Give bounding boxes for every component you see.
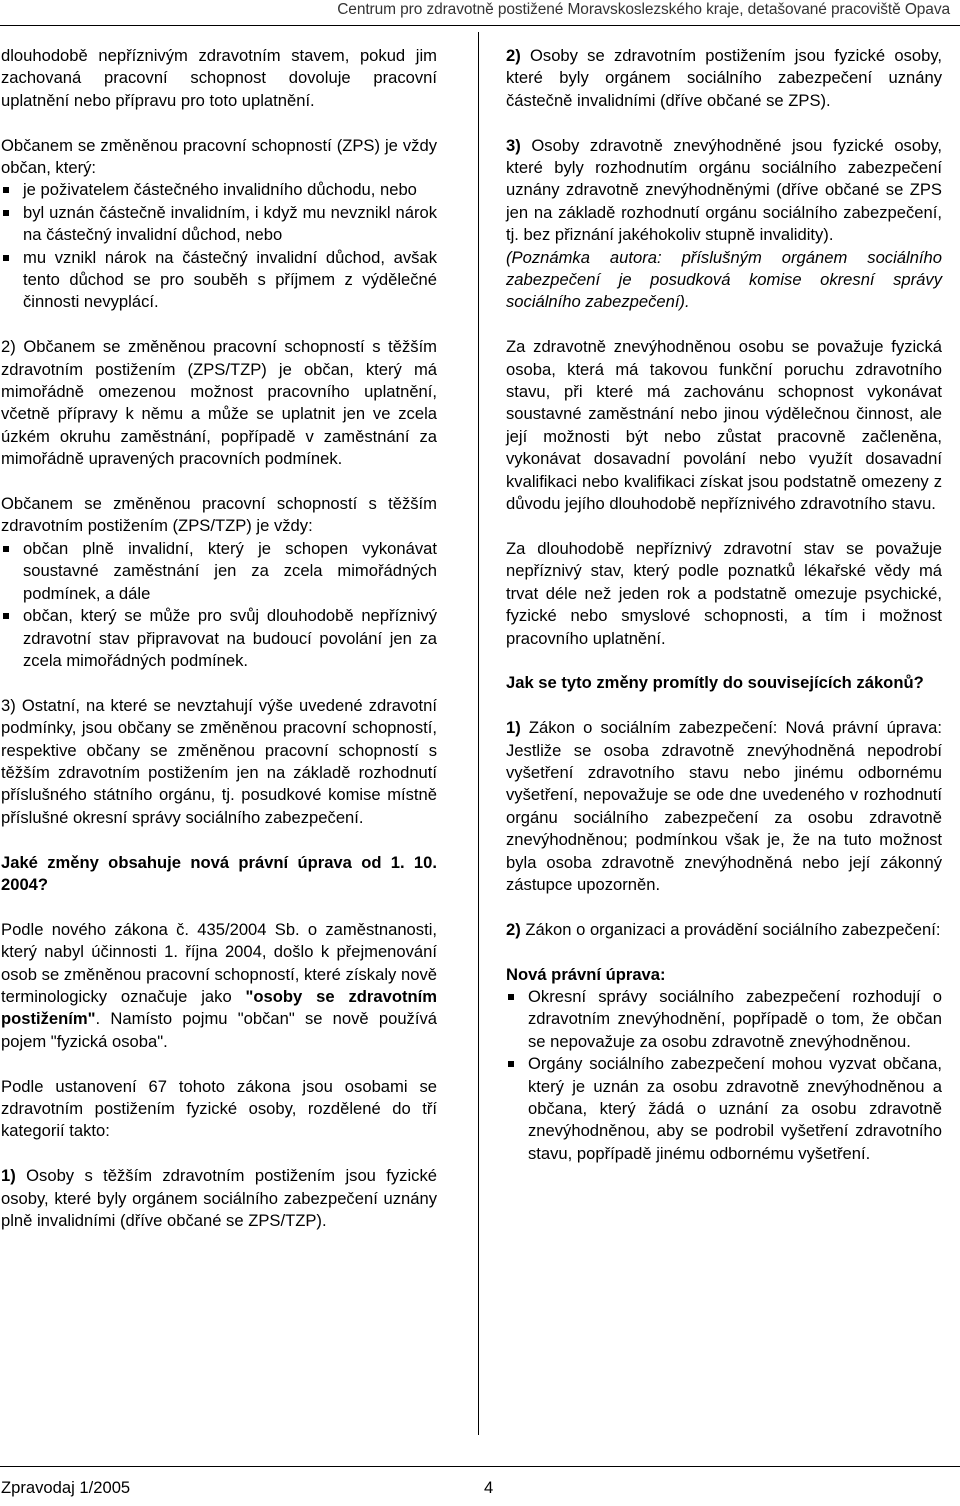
left-column <box>1 45 437 1255</box>
list-item: Orgány sociálního zabezpečení mohou vyzvat občana, který je uznán za osobu zdravotně znevýhodněnou a občana, který žádá o uznání za osobu zdravotně znevýhodněnou, aby se podrobil vyšetření zdravotního stavu, popřípadě jinému odbornému vyšetření. <box>506 1053 942 1165</box>
text-run: Podle nového zákona č. 435/2004 Sb. o zaměstnanosti, který nabyl účinnosti 1. října 2004, došlo k přejmenování osob se změněnou pracovní schopností, které získaly nově terminologicky označuje jako <box>1 919 437 1006</box>
footer-rule <box>0 1466 960 1467</box>
list-item: občan, který se může pro svůj dlouhodobě nepříznivý zdravotní stav připravovat na budoucí povolání jen za zcela mimořádných podmínek. <box>1 605 437 672</box>
footer-issue: Zpravodaj 1/2005 <box>1 1478 131 1497</box>
category-2 <box>506 45 942 112</box>
text-run: Zákon o sociálním zabezpečení: Nová právní úprava: Jestliže se osoba zdravotně znevýhodněná nepodrobí vyšetření zdravotního stavu nebo jinému odbornému vyšetření, nepovažuje se ode dne uvedeného v rozhodnutí orgánu sociálního zabezpečení za osobu zdravotně znevýhodněnou; podmínkou však je, že na tuto možnost byla osoba zdravotně znevýhodněná nebo její zákonný zástupce upozorněn. <box>506 718 942 894</box>
new-law-paragraph <box>1 919 437 1053</box>
paragraph-continuation: dlouhodobě nepříznivým zdravotním stavem, pokud jim zachovaná pracovní schopnost dovoluje pracovní uplatnění nebo přípravu pro toto uplatnění. <box>1 46 437 110</box>
list-item: je poživatelem částečného invalidního důchodu, nebo <box>1 179 437 201</box>
sub-heading: Nová právní úprava: <box>506 964 666 984</box>
bold-term: "osoby se zdravotním postižením" <box>1 986 437 1029</box>
header-rule <box>0 25 960 26</box>
category-number: 1) <box>1 1166 16 1186</box>
text-run: Osoby se zdravotním postižením jsou fyzické osoby, které byly orgánem sociálního zabezpečení uznány částečně invalidními (dříve občané se ZPS). <box>506 46 942 110</box>
long-term-definition: Za dlouhodobě nepříznivý zdravotní stav se považuje nepříznivý stav, který podle poznatků lékařské vědy má trvat déle než jeden rok a podstatně omezuje psychické, fyzické nebo smyslové schopnosti, a tím i možnost pracovního uplatnění. <box>506 538 942 648</box>
category-number: 2) <box>506 46 521 65</box>
zps-criteria-list <box>1 179 437 313</box>
page-number: 4 <box>484 1478 494 1497</box>
list-item: občan plně invalidní, který je schopen vykonávat soustavné zaměstnání jen za zcela mimořádných podmínek, a dále <box>1 538 437 605</box>
running-header: Centrum pro zdravotně postižené Moravskoslezského kraje, detašované pracoviště Opava <box>337 1 950 18</box>
disadvantaged-definition: Za zdravotně znevýhodněnou osobu se považuje fyzická osoba, která má takovou funkční poruchu zdravotního stavu, při které má zachovánu schopnost vykonávat soustavné zaměstnání nebo jinou výdělečnou činnost, ale její možnosti být nebo zůstat pracovně začleněna, vykonávat dosavadní povolání nebo využít dosavadní kvalifikaci nebo kvalifikaci získat jsou podstatně omezeny z důvodu jejího dlouhodobě nepříznivého zdravotního stavu. <box>506 337 942 514</box>
list-item: byl uznán částečně invalidním, i když mu nevznikl nárok na částečný invalidní důchod, nebo <box>1 202 437 247</box>
law-number: 1) <box>506 718 521 738</box>
zps-tzp-definition: 2) Občanem se změněnou pracovní schopností s těžším zdravotním postižením (ZPS/TZP) je občan, který má mimořádně omezenou možnost pracovního uplatnění, včetně přípravy k němu a může se uplatnit jen ve zcela úzkém okruhu zaměstnání, popřípadě v zaměstnání za mimořádně upravených pracovních podmínek. <box>1 337 437 469</box>
right-column <box>506 45 942 1188</box>
law-number: 2) <box>506 919 521 939</box>
category-3 <box>506 135 942 247</box>
category-number: 3) <box>506 135 521 155</box>
category-1 <box>1 1165 437 1232</box>
zps-tzp-criteria-list <box>1 538 437 672</box>
law-2-paragraph <box>506 919 942 941</box>
author-note: (Poznámka autora: příslušným orgánem sociálního zabezpečení je posudková komise okresní správy sociálního zabezpečení). <box>506 247 942 312</box>
text-run: . Namísto pojmu "občan" se nově používá pojem "fyzická osoba". <box>1 1009 437 1051</box>
column-divider <box>478 32 479 1435</box>
others-paragraph: 3) Ostatní, na které se nevztahují výše uvedené zdravotní podmínky, jsou občany se změněnou pracovní schopností, respektive občany se změněnou pracovní schopností s těžším zdravotním postižením jen na základě rozhodnutí příslušného státního orgánu, tj. posudkové komise místně příslušné okresní správy sociálního zabezpečení. <box>1 695 437 827</box>
list-item: mu vznikl nárok na částečný invalidní důchod, avšak tento důchod se pro souběh s příjmem z výdělečné činnosti nevyplácí. <box>1 247 437 314</box>
categories-intro: Podle ustanovení 67 tohoto zákona jsou osobami se zdravotním postižením fyzické osoby, rozdělené do tří kategorií takto: <box>1 1076 437 1141</box>
section-heading: Jak se tyto změny promítly do souvisejících zákonů? <box>506 673 924 693</box>
text-run: Zákon o organizaci a provádění sociálního zabezpečení: <box>520 919 941 939</box>
law-1-paragraph <box>506 717 942 896</box>
list-item: Okresní správy sociálního zabezpečení rozhodují o zdravotním znevýhodnění, popřípadě o tom, že občan se nepovažuje za osobu zdravotně znevýhodněnou. <box>506 986 942 1053</box>
zps-definition-intro: Občanem se změněnou pracovní schopností (ZPS) je vždy občan, který: <box>1 135 437 178</box>
new-regulation-list <box>506 986 942 1165</box>
section-heading: Jaké změny obsahuje nová právní úprava od 1. 10. 2004? <box>1 852 437 894</box>
text-run: Osoby zdravotně znevýhodněné jsou fyzické osoby, které byly rozhodnutím orgánu sociálního zabezpečení uznány zdravotně znevýhodněnými (dříve občané se ZPS jen na základě rozhodnutí orgánu sociálního zabezpečení, tj. bez přiznání jakéhokoliv stupně invalidity). <box>506 135 942 245</box>
text-run: Osoby s těžším zdravotním postižením jsou fyzické osoby, které byly orgánem sociálního zabezpečení uznány plně invalidními (dříve občané se ZPS/TZP). <box>1 1166 437 1230</box>
zps-tzp-intro: Občanem se změněnou pracovní schopností s těžším zdravotním postižením (ZPS/TZP) je vždy: <box>1 494 437 536</box>
